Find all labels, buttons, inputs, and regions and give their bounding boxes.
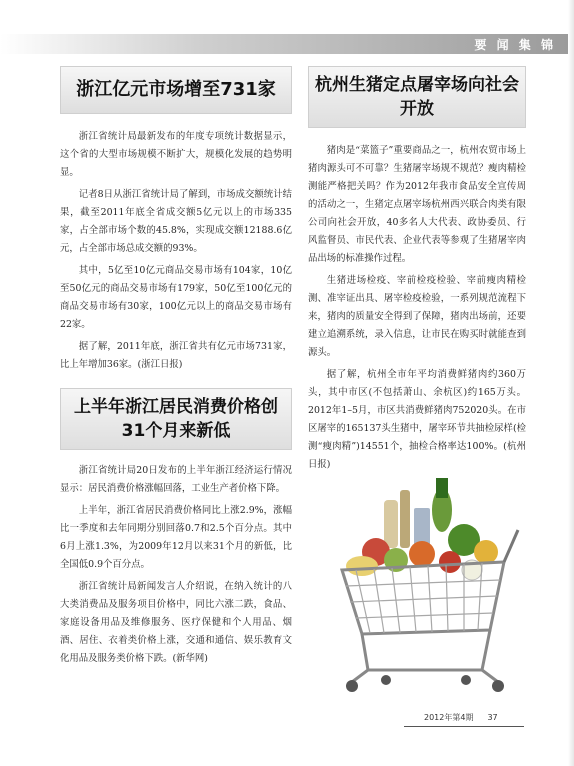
page-edge-shadow [568,0,574,766]
article-3-paragraph: 生猪进场检疫、宰前检疫检验、宰前瘦肉精检测、准宰证出具、屠宰检疫检验，一系列规范流程下来，猪肉的质量安全得到了保障，猪肉出场前，还要建立追溯系统，录入信息，让市民在购买时就能查到源头。 [308,275,526,358]
article-2-paragraph: 浙江省统计局新闻发言人介绍说，在纳入统计的八大类消费品及服务项目价格中，同比六涨二跌，食品、家庭设备用品及维修服务、医疗保健和个人用品、烟酒、居住、衣着类价格上涨，交通和通信、娱乐教育文化用品及服务类价格下跌。(新华网) [60,581,292,664]
article-3-title: 杭州生猪定点屠宰场向社会开放 [308,66,526,128]
left-column [60,66,292,672]
article-2-title: 上半年浙江居民消费价格创31个月来新低 [60,388,292,450]
footer-divider [404,726,524,727]
shopping-cart-icon [322,470,522,700]
page-number: 37 [487,713,498,722]
article-1-paragraph: 浙江省统计局最新发布的年度专项统计数据显示，这个省的大型市场规模不断扩大，规模化发展的趋势明显。 [60,131,292,178]
article-1-paragraph: 据了解，2011年底，浙江省共有亿元市场731家，比上年增加36家。(浙江日报) [60,341,292,370]
article-2-paragraph: 浙江省统计局20日发布的上半年浙江经济运行情况显示：居民消费价格涨幅回落，工业生产者价格下降。 [60,465,292,494]
article-1-paragraph: 其中，5亿至10亿元商品交易市场有104家，10亿至50亿元的商品交易市场有179家，50亿至100亿元的商品交易市场有30家，100亿元以上的商品交易市场有22家。 [60,265,292,330]
article-3-paragraph: 猪肉是“菜篮子”重要商品之一，杭州农贸市场上猪肉源头可不可靠？生猪屠宰场规不规范？瘦肉精检测能严格把关吗？作为2012年我市食品安全宣传周的活动之一，生猪定点屠宰场杭州西兴联合肉类有限公司向社会开放，40多名人大代表、政协委员、行风监督员、市民代表、企业代表等参观了生猪屠宰肉品出场的标准操作过程。 [308,145,526,264]
article-2-paragraph: 上半年，浙江省居民消费价格同比上涨2.9%，涨幅比一季度和去年同期分别回落0.7和2.5个百分点。其中6月上涨1.3%，为2009年12月以来31个月的新低，比全国低0.9个百分点。 [60,505,292,570]
issue-label: 2012年第4期 [424,713,474,722]
section-header-bar [0,34,574,54]
article-1-title: 浙江亿元市场增至731家 [60,66,292,114]
section-title: 要 闻 集 锦 [474,38,556,52]
article-3-paragraph: 据了解，杭州全市年平均消费鲜猪肉约360万头，其中市区(不包括萧山、余杭区)约165万头。2012年1–5月，市区共消费鲜猪肉752020头。在市区屠宰的165137头生猪中，屠宰环节共抽检尿样(检测“瘦肉精”)14551个，抽检合格率达100%。(杭州日报) [308,369,526,470]
page-footer [424,712,498,723]
article-1-paragraph: 记者8日从浙江省统计局了解到，市场成交额统计结果，截至2011年底全省成交额5亿元以上的市场335家，占全部市场个数的45.8%，实现成交额12188.6亿元，占全部市场总成交额的93%。 [60,189,292,254]
right-column [308,66,526,478]
